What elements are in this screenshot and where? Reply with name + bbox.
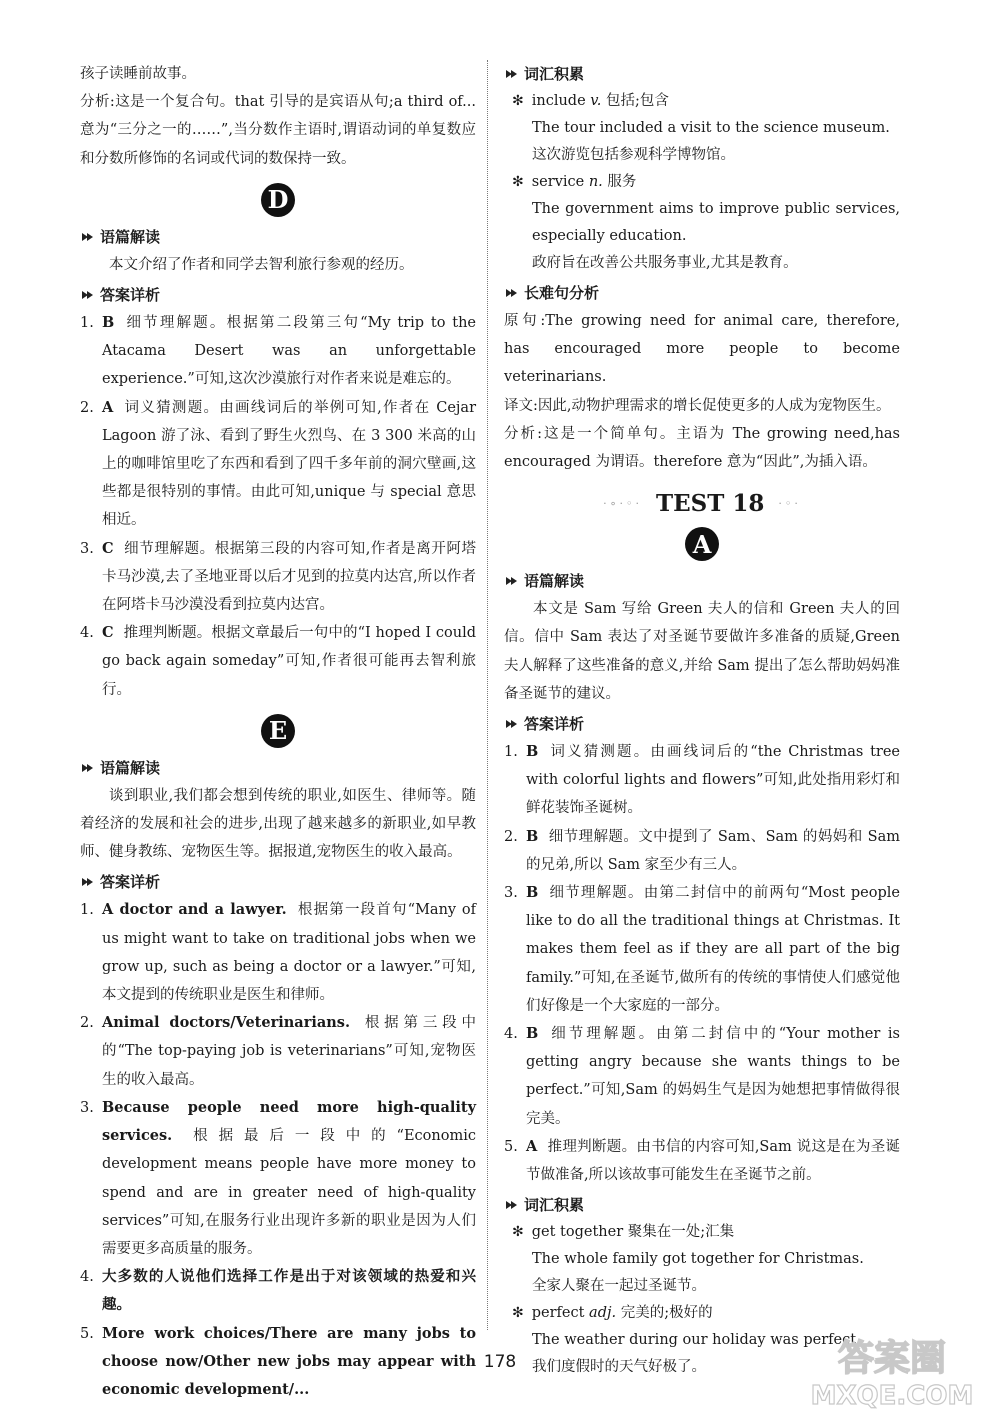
reading-head-d: 语篇解读: [80, 223, 476, 251]
vocab-example-cn: 政府旨在改善公共服务事业,尤其是教育。: [532, 255, 798, 271]
reading-head-e: 语篇解读: [80, 754, 476, 782]
test-title: TEST 18: [656, 490, 765, 518]
answer-item: 3. Because people need more high-quality services. 根据最后一段中的“Economic development means people have more money to spend and are in greater need of high-quality services”可知,在服务行业出现许多新的职业是因为人们需要更多高质量的服务。: [80, 1098, 476, 1257]
answer-item: 3. C 细节理解题。根据第三段的内容可知,作者是离开阿塔卡马沙漠,去了圣地亚哥以后才见到的拉莫内达宫,所以作者在阿塔卡马沙漠没看到拉莫内达宫。: [80, 539, 476, 614]
column-divider: [487, 60, 488, 1330]
long-analysis: 分析:这是一个简单句。主语为 The growing need,has encouraged 为谓语。therefore 意为“因此”,为插入语。: [504, 425, 900, 471]
section-a-badge: [504, 527, 900, 561]
vocab-list: [504, 88, 900, 277]
ornament-icon: ·◦·: [778, 497, 801, 511]
left-column: [80, 60, 476, 1404]
letter-a-icon: A: [685, 527, 719, 561]
reading-text-a: 本文是 Sam 写给 Green 夫人的信和 Green 夫人的回信。信中 Sam 表达了对圣诞节要做许多准备的质疑,Green 夫人解释了这些准备的意义,并给 Sam 提出了怎么帮助妈妈准备圣诞节的建议。: [504, 601, 900, 702]
vocab-word: ✻ perfect adj. 完美的;极好的: [504, 1300, 900, 1327]
reading-head-a: 语篇解读: [504, 567, 900, 595]
long-original: 原句:The growing need for animal care, therefore, has encouraged more people to become veterinarians.: [504, 313, 900, 386]
long-translation: 译文:因此,动物护理需求的增长促使更多的人成为宠物医生。: [504, 397, 891, 414]
answers-head-e: 答案详析: [80, 868, 476, 896]
answer-item: 2. A 词义猜测题。由画线词后的举例可知,作者在 Cejar Lagoon 游了泳、看到了野生火烈鸟、在 3 300 米高的山上的咖啡馆里吃了东西和看到了四千多年前的洞穴壁画,这些都是很特别的事情。由此可知,unique 与 special 意思相近。: [80, 398, 476, 529]
answer-item: 1. B 细节理解题。根据第二段第三句“My trip to the Atacama Desert was an unforgettable experience.”可知,这次沙漠旅行对作者来说是难忘的。: [80, 314, 476, 388]
ornament-icon: ·∘·◦·: [603, 497, 642, 511]
answers-list-a: [504, 738, 900, 1189]
answer-item: 2. Animal doctors/Veterinarians. 根据第三段中的“The top-paying job is veterinarians”可知,宠物医生的收入最高。: [80, 1014, 477, 1088]
asterisk-icon: ✻: [512, 1305, 524, 1322]
arrow-right-icon: [504, 1198, 518, 1212]
answer-item: 4. B 细节理解题。由第二封信中的“Your mother is getting angry because she wants things to be perfect.”可知,Sam 的妈妈生气是因为她想把事情做得很完美。: [504, 1025, 900, 1127]
asterisk-icon: ✻: [512, 174, 524, 190]
svg-text:答案圈: 答案圈: [837, 1338, 947, 1379]
reading-text-d: 本文介绍了作者和同学去智利旅行参观的经历。: [109, 256, 414, 273]
vocab-example-cn: 我们度假时的天气好极了。: [532, 1359, 706, 1376]
answer-item: 5. More work choices/There are many jobs to choose now/Other new jobs may appear with economic development/...: [80, 1324, 476, 1398]
answers-list-d: [80, 309, 476, 704]
arrow-right-icon: [504, 574, 518, 588]
answers-head-a: 答案详析: [504, 710, 900, 738]
vocab-example-cn: 全家人聚在一起过圣诞节。: [532, 1278, 706, 1295]
letter-e-icon: E: [261, 714, 295, 748]
asterisk-icon: ✻: [512, 1224, 524, 1241]
answers-head-d: 答案详析: [80, 281, 476, 309]
answer-item: 5. A 推理判断题。由书信的内容可知,Sam 说这是在为圣诞节做准备,所以该故事可能发生在圣诞节之前。: [504, 1137, 900, 1184]
intro-line: 孩子读睡前故事。: [80, 66, 196, 82]
vocab-head: 词汇积累: [504, 60, 900, 88]
answer-item: 2. B 细节理解题。文中提到了 Sam、Sam 的妈妈和 Sam 的兄弟,所以 Sam 家至少有三人。: [504, 827, 900, 873]
arrow-right-icon: [504, 286, 518, 300]
answer-item: 3. B 细节理解题。由第二封信中的前两句“Most people like to do all the traditional things at Christmas. It makes them feel as if they are all part of the big family.”可知,在圣诞节,做所有的传统的事情使人们感觉他们好像是一个大家庭的一部分。: [504, 884, 900, 1014]
vocab-head-a: 词汇积累: [504, 1191, 900, 1219]
answer-item: 1. A doctor and a lawyer. 根据第一段首句“Many of us might want to take on traditional jobs when we grow up, such as being a doctor or a lawyer.”可知,本文提到的传统职业是医生和律师。: [80, 901, 476, 1004]
answer-item: 1. B 词义猜测题。由画线词后的“the Christmas tree with colorful lights and flowers”可知,此处指用彩灯和鲜花装饰圣诞树。: [504, 743, 900, 817]
answer-item: 4. 大多数的人说他们选择工作是出于对该领域的热爱和兴趣。: [80, 1268, 476, 1314]
vocab-word: ✻ get together 聚集在一处;汇集: [504, 1219, 900, 1246]
svg-text:MXQE.COM: MXQE.COM: [810, 1381, 974, 1411]
section-d-badge: [80, 183, 476, 217]
arrow-right-icon: [504, 67, 518, 81]
watermark-logo: [792, 1328, 992, 1413]
answer-item: 4. C 推理判断题。根据文章最后一句中的“I hoped I could go back again someday”可知,作者很可能再去智利旅行。: [80, 624, 476, 698]
arrow-right-icon: [80, 761, 94, 775]
reading-text-e: 谈到职业,我们都会想到传统的职业,如医生、律师等。随着经济的发展和社会的进步,出现了越来越多的新职业,如早教师、健身教练、宠物医生等。据报道,宠物医生的收入最高。: [80, 787, 476, 861]
vocab-word: ✻ service n. 服务: [504, 169, 900, 196]
section-e-badge: [80, 714, 476, 748]
vocab-example-en: The government aims to improve public services, especially education.: [532, 201, 900, 244]
vocab-example-cn: 这次游览包括参观科学博物馆。: [532, 147, 735, 163]
right-column: [504, 60, 900, 1381]
arrow-right-icon: [80, 875, 94, 889]
vocab-example-en: The tour included a visit to the science museum.: [532, 120, 890, 136]
analysis-paragraph: 分析:这是一个复合句。that 引导的是宾语从句;a third of... 意为“三分之一的……”,当分数作主语时,谓语动词的单复数应和分数所修饰的名词或代词的数保持一致。: [80, 94, 476, 167]
vocab-example-en: The whole family got together for Christmas.: [532, 1251, 864, 1268]
answers-list-e: [80, 896, 476, 1404]
arrow-right-icon: [504, 717, 518, 731]
arrow-right-icon: [80, 230, 94, 244]
vocab-word: ✻ include v. 包括;包含: [504, 88, 900, 115]
asterisk-icon: ✻: [512, 93, 524, 109]
arrow-right-icon: [80, 288, 94, 302]
letter-d-icon: D: [261, 183, 295, 217]
page-number: 178: [483, 1352, 517, 1372]
test-heading: [504, 490, 900, 517]
vocab-example-en: The weather during our holiday was perfect.: [532, 1332, 861, 1349]
long-sentence-head: 长难句分析: [504, 279, 900, 307]
